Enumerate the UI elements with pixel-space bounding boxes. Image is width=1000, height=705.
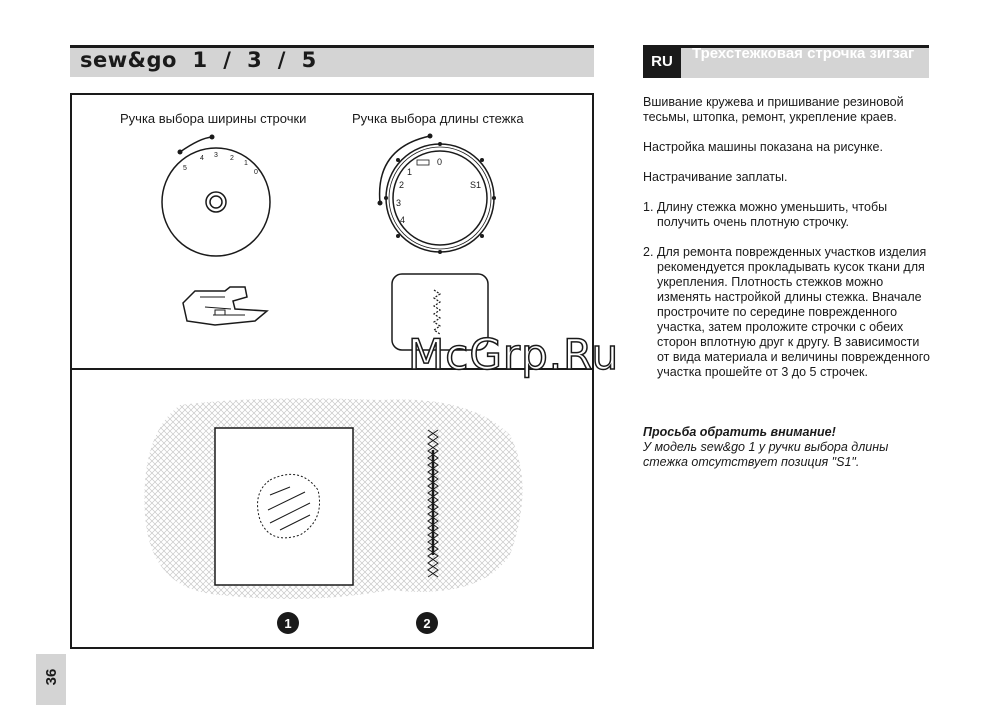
width-scale-0: 0 (254, 169, 258, 176)
width-dial-label: Ручка выбора ширины строчки (120, 111, 307, 126)
setup-paragraph: Настройка машины показана на рисунке. (643, 140, 883, 154)
model-title: sew&go 1 / 3 / 5 (80, 48, 317, 72)
width-dial-illustration (150, 130, 290, 260)
list-item-1-number: 1. (643, 200, 654, 214)
length-scale-s1: S1 (470, 180, 482, 190)
page-number: 36 (42, 668, 60, 686)
width-scale-1: 1 (244, 160, 248, 167)
list-item-1-text: Длину стежка можно уменьшить, чтобы получить очень плотную строчку. (657, 200, 888, 229)
width-scale-5: 5 (183, 165, 187, 172)
length-scale-4: 4 (400, 215, 406, 225)
step-1-badge: 1 (277, 612, 299, 634)
note-body: У модель sew&go 1 у ручки выбора длины стежка отсутствует позиция "S1". (643, 440, 889, 469)
list-item-1 (643, 200, 933, 230)
list-item-2 (643, 245, 933, 380)
length-dial-illustration (370, 128, 510, 263)
length-dial-label: Ручка выбора длины стежка (352, 111, 524, 126)
intro-paragraph: Вшивание кружева и пришивание резиновой тесьмы, штопка, ремонт, укрепление краев. (643, 95, 904, 124)
patch-darning-illustration (140, 395, 535, 605)
width-scale-2: 2 (230, 155, 234, 162)
list-item-2-text: Для ремонта поврежденных участков изделия рекомендуется прокладывать кусок ткани для укрепления. Плотность стежков можно изменять настройкой длины стежка. Вначале прострочите по середине поврежденного участка, затем проложите строчки с обеих сторон вплотную друг к другу. В зависимости от вида материала и величины поврежденного участка прошейте от 3 до 5 строчек. (657, 245, 930, 379)
list-item-2-number: 2. (643, 245, 654, 259)
presser-foot-illustration (175, 283, 275, 333)
width-scale-4: 4 (200, 155, 204, 162)
section-title: Трехстежковая строчка зигзаг (692, 45, 915, 62)
patch-paragraph: Настрачивание заплаты. (643, 170, 788, 184)
length-scale-3: 3 (396, 198, 402, 208)
length-scale-2: 2 (399, 180, 405, 190)
width-scale-3: 3 (214, 152, 218, 159)
note-title: Просьба обратить внимание! (643, 425, 836, 439)
length-scale-0: 0 (437, 157, 443, 167)
length-scale-1: 1 (407, 167, 413, 177)
step-2-badge: 2 (416, 612, 438, 634)
language-badge: RU (643, 45, 681, 78)
watermark: McGrp.Ru (408, 330, 620, 379)
